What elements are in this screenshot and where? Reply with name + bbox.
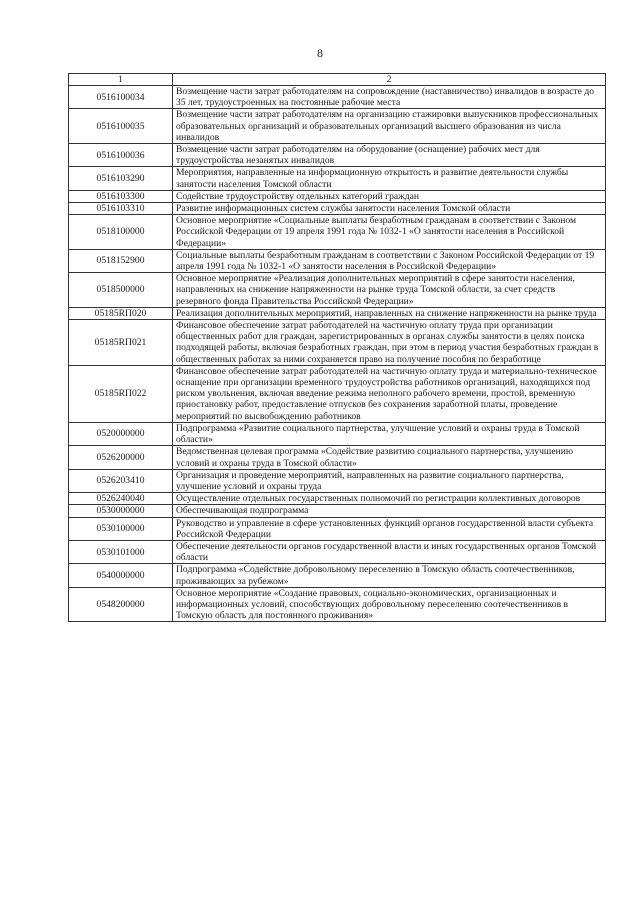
- table-row: [69, 564, 606, 587]
- row-description: Социальные выплаты безработным гражданам в соответствии с Законом Российской Федерации от 19 апреля 1991 года № 1032-1 «О занятости населения в Российской Федерации»: [173, 249, 606, 272]
- row-description: Развитие информационных систем службы занятости населения Томской области: [173, 203, 606, 215]
- row-description: Основное мероприятие «Социальные выплаты безработным гражданам в соответствии с Законом Российской Федерации от 19 апреля 1991 года № 1032-1 «О занятости населения в Российской Федерации»: [173, 215, 606, 250]
- row-code: 0530000000: [69, 505, 173, 517]
- column-header-code: 1: [69, 74, 173, 86]
- row-code: 0516100036: [69, 144, 173, 167]
- row-code: 0518100000: [69, 215, 173, 250]
- row-description: Возмещение части затрат работодателям на оборудование (оснащение) рабочих мест для трудоустройства незанятых инвалидов: [173, 144, 606, 167]
- row-description: Мероприятия, направленные на информационную открытость и развитие деятельности службы занятости населения Томской области: [173, 167, 606, 190]
- table-row: [69, 320, 606, 366]
- row-code: 0526203410: [69, 469, 173, 492]
- budget-codes-table: [68, 73, 606, 622]
- row-description: Подпрограмма «Развитие социального партнерства, улучшение условий и охраны труда в Томской области»: [173, 422, 606, 445]
- row-code: 0516103300: [69, 190, 173, 202]
- table-row: [69, 273, 606, 308]
- row-description: Ведомственная целевая программа «Содействие развитию социального партнерства, улучшению условий и охраны труда в Томской области»: [173, 446, 606, 469]
- row-code: 0516103310: [69, 203, 173, 215]
- row-code: 0516100034: [69, 86, 173, 109]
- row-description: Содействие трудоустройству отдельных категорий граждан: [173, 190, 606, 202]
- table-row: [69, 422, 606, 445]
- table-row: [69, 446, 606, 469]
- row-description: Основное мероприятие «Создание правовых, социально-экономических, организационных и информационных условий, способствующих добровольному переселению соотечественников в Томскую область для постоянного проживания»: [173, 587, 606, 622]
- column-header-description: 2: [173, 74, 606, 86]
- row-code: 05185RП022: [69, 365, 173, 422]
- row-code: 0518152900: [69, 249, 173, 272]
- row-code: 0530100000: [69, 517, 173, 540]
- row-description: Основное мероприятие «Реализация дополнительных мероприятий в сфере занятости населения, направленных на снижение напряженности на рынке труда Томской области, за счет средств резервного фонда Правительства Российской Федерации»: [173, 273, 606, 308]
- table-row: [69, 505, 606, 517]
- page-number: 8: [317, 46, 323, 60]
- table-row: [69, 587, 606, 622]
- row-description: Финансовое обеспечение затрат работодателей на частичную оплату труда и материально-техническое оснащение при организации временного трудоустройства работников организаций, находящихся под риском увольнения, включая введение режима неполного рабочего времени, простой, временную приостановку работ, предоставление отпусков без сохранения заработной платы, проведение мероприятий по высвобождению работников: [173, 365, 606, 422]
- row-description: Финансовое обеспечение затрат работодателей на частичную оплату труда при организации общественных работ для граждан, зарегистрированных в органах службы занятости в целях поиска подходящей работы, включая безработных граждан, при этом в период участия безработных граждан в общественных работах за ними сохраняется право на получение пособия по безработице: [173, 320, 606, 366]
- table-header-row: [69, 74, 606, 86]
- row-description: Возмещение части затрат работодателям на сопровождение (наставничество) инвалидов в возрасте до 35 лет, трудоустроенных на постоянные рабочие места: [173, 86, 606, 109]
- table-row: [69, 517, 606, 540]
- table-row: [69, 540, 606, 563]
- table-row: [69, 203, 606, 215]
- row-description: Осуществление отдельных государственных полномочий по регистрации коллективных договоров: [173, 493, 606, 505]
- row-code: 0516100035: [69, 109, 173, 144]
- row-description: Реализация дополнительных мероприятий, направленных на снижение напряженности на рынке труда: [173, 307, 606, 319]
- row-code: 0530101000: [69, 540, 173, 563]
- table-row: [69, 493, 606, 505]
- table-row: [69, 190, 606, 202]
- row-description: Организация и проведение мероприятий, направленных на развитие социального партнерства, улучшение условий и охраны труда: [173, 469, 606, 492]
- row-code: 0526240040: [69, 493, 173, 505]
- table-row: [69, 109, 606, 144]
- table-row: [69, 249, 606, 272]
- table-row: [69, 167, 606, 190]
- table-row: [69, 307, 606, 319]
- row-description: Подпрограмма «Содействие добровольному переселению в Томскую область соотечественников, проживающих за рубежом»: [173, 564, 606, 587]
- table-row: [69, 365, 606, 422]
- row-code: 0518500000: [69, 273, 173, 308]
- row-code: 0520000000: [69, 422, 173, 445]
- row-code: 0516103290: [69, 167, 173, 190]
- row-code: 05185RП020: [69, 307, 173, 319]
- row-code: 0540000000: [69, 564, 173, 587]
- row-description: Обеспечение деятельности органов государственной власти и иных государственных органов Томской области: [173, 540, 606, 563]
- table-row: [69, 469, 606, 492]
- row-code: 0548200000: [69, 587, 173, 622]
- table-row: [69, 215, 606, 250]
- table-row: [69, 86, 606, 109]
- row-description: Возмещение части затрат работодателям на организацию стажировки выпускников профессиональных образовательных организаций и образовательных организаций высшего образования из числа инвалидов: [173, 109, 606, 144]
- row-code: 05185RП021: [69, 320, 173, 366]
- row-description: Обеспечивающая подпрограмма: [173, 505, 606, 517]
- row-description: Руководство и управление в сфере установленных функций органов государственной власти субъекта Российской Федерации: [173, 517, 606, 540]
- row-code: 0526200000: [69, 446, 173, 469]
- table-row: [69, 144, 606, 167]
